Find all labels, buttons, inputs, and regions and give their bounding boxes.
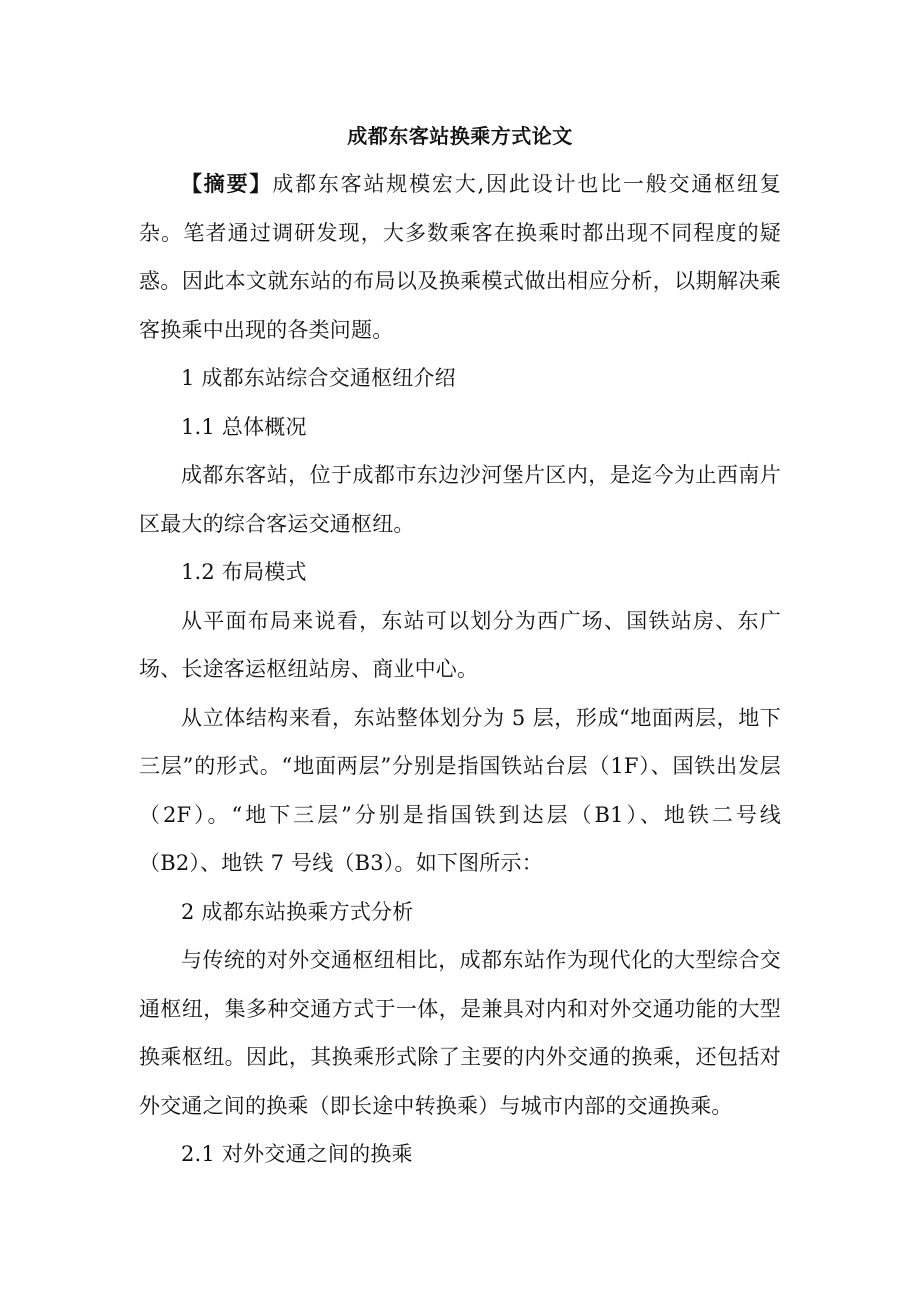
paragraph-plan-layout: 从平面布局来说看，东站可以划分为西广场、国铁站房、东广场、长途客运枢纽站房、商业中心。 (139, 608, 781, 681)
section-heading-1-2: 1.2 布局模式 (181, 560, 307, 584)
paragraph-overview: 成都东客站，位于成都市东边沙河堡片区内，是迄今为止西南片区最大的综合客运交通枢纽。 (139, 463, 781, 536)
abstract-text: 成都东客站规模宏大,因此设计也比一般交通枢纽复杂。笔者通过调研发现，大多数乘客在换乘时都出现不同程度的疑惑。因此本文就东站的布局以及换乘模式做出相应分析，以期解决乘客换乘中出现的各类问题。 (139, 172, 781, 342)
section-heading-2-1: 2.1 对外交通之间的换乘 (181, 1142, 413, 1166)
paragraph-transfer-analysis: 与传统的对外交通枢纽相比，成都东站作为现代化的大型综合交通枢纽，集多种交通方式于一体，是兼具对内和对外交通功能的大型换乘枢纽。因此，其换乘形式除了主要的内外交通的换乘，还包括对外交通之间的换乘（即长途中转换乘）与城市内部的交通换乘。 (139, 948, 781, 1118)
document-title: 成都东客站换乘方式论文 (347, 124, 573, 148)
abstract-label: 【摘要】 (181, 171, 273, 196)
document-body (139, 112, 781, 1179)
paragraph-vertical-structure: 从立体结构来看，东站整体划分为 5 层，形成“地面两层，地下三层”的形式。“地面两层”分别是指国铁站台层（1F）、国铁出发层（2F）。“地下三层”分别是指国铁到达层（B1）、地铁二号线（B2）、地铁 7 号线（B3）。如下图所示： (139, 705, 781, 875)
section-heading-1-1: 1.1 总体概况 (181, 414, 307, 439)
abstract-paragraph (139, 160, 781, 354)
section-heading-1: 1 成都东站综合交通枢纽介绍 (181, 366, 456, 390)
section-heading-2: 2 成都东站换乘方式分析 (181, 899, 414, 924)
